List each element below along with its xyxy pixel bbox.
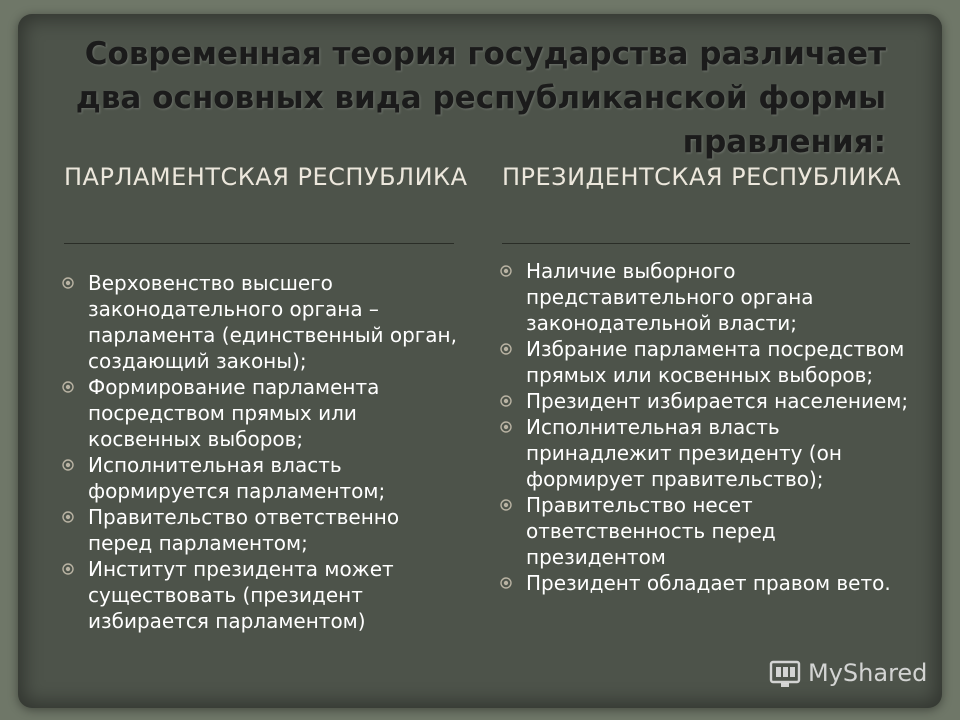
circle-bullet-icon [62, 459, 74, 471]
circle-bullet-icon [500, 395, 512, 407]
list-item-text: Формирование парламента посредством прямых или косвенных выборов; [88, 375, 380, 451]
myshared-watermark [768, 656, 927, 690]
list-item-text: Исполнительная власть принадлежит президенту (он формирует правительство); [526, 415, 842, 491]
list-item [58, 556, 468, 634]
presidential-list [496, 258, 916, 596]
list-item-text: Наличие выборного представительного органа законодательной власти; [526, 259, 814, 335]
list-item [58, 270, 468, 374]
circle-bullet-icon [500, 499, 512, 511]
myshared-logo-icon [768, 656, 802, 690]
circle-bullet-icon [500, 421, 512, 433]
parliamentary-list [58, 270, 468, 634]
list-item [496, 388, 916, 414]
list-item-text: Президент обладает правом вето. [526, 571, 891, 595]
slide-title: Современная теория государства различает два основных вида республиканской формы правления: [75, 36, 886, 160]
parliamentary-divider [64, 243, 454, 244]
list-item [496, 570, 916, 596]
list-item [58, 374, 468, 452]
list-item [58, 504, 468, 556]
list-item-text: Избрание парламента посредством прямых или косвенных выборов; [526, 337, 905, 387]
circle-bullet-icon [500, 577, 512, 589]
circle-bullet-icon [500, 265, 512, 277]
slide [18, 14, 942, 708]
presidential-divider [502, 243, 910, 244]
list-item [496, 336, 916, 388]
circle-bullet-icon [62, 277, 74, 289]
list-item-text: Верховенство высшего законодательного органа – парламента (единственный орган, создающий законы); [88, 271, 457, 373]
list-item-text: Правительство ответственно перед парламентом; [88, 505, 400, 555]
circle-bullet-icon [500, 343, 512, 355]
list-item [58, 452, 468, 504]
circle-bullet-icon [62, 381, 74, 393]
parliamentary-heading: ПАРЛАМЕНТСКАЯ РЕСПУБЛИКА [64, 163, 468, 191]
circle-bullet-icon [62, 563, 74, 575]
watermark-text: MyShared [808, 659, 928, 687]
list-item [496, 258, 916, 336]
list-item [496, 414, 916, 492]
list-item-text: Президент избирается населением; [526, 389, 909, 413]
presidential-heading: ПРЕЗИДЕНТСКАЯ РЕСПУБЛИКА [502, 163, 902, 191]
list-item-text: Институт президента может существовать (президент избирается парламентом) [88, 557, 394, 633]
list-item-text: Правительство несет ответственность перед президентом [526, 493, 776, 569]
list-item [496, 492, 916, 570]
circle-bullet-icon [62, 511, 74, 523]
list-item-text: Исполнительная власть формируется парламентом; [88, 453, 386, 503]
